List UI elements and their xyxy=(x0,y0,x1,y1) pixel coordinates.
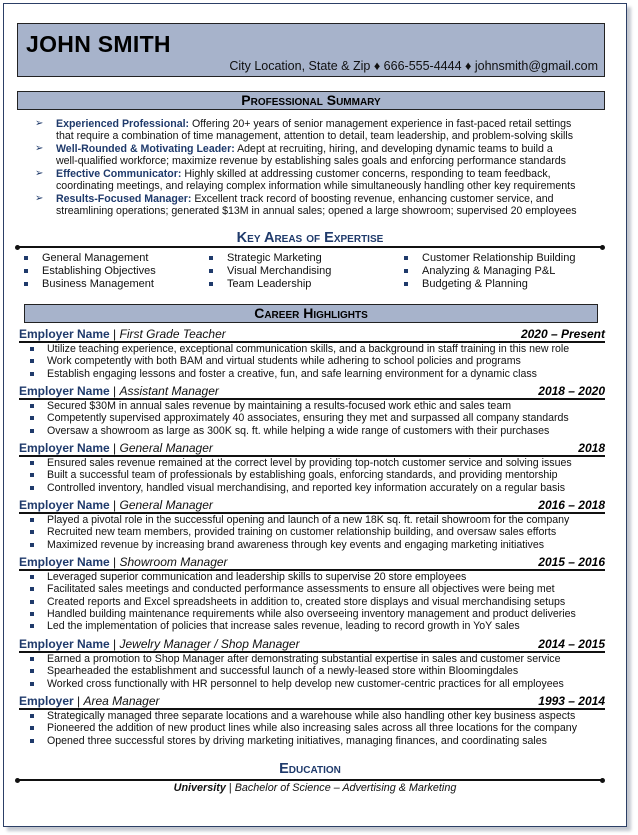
job-bullet: Earned a promotion to Shop Manager after demonstrating substantial expertise in sales and customer service xyxy=(19,653,605,665)
school-name: University xyxy=(173,782,226,794)
job-role: General Manager xyxy=(119,498,213,512)
job-header: Employer | Area Manager 1993 – 2014 xyxy=(19,694,605,708)
summary-lead: Results-Focused Manager: xyxy=(56,193,192,205)
square-bullet-icon xyxy=(30,543,34,547)
job-role: First Grade Teacher xyxy=(119,327,226,341)
job-role: Showroom Manager xyxy=(119,555,228,569)
job-dates: 2015 – 2016 xyxy=(538,555,605,569)
square-bullet-icon xyxy=(30,473,34,477)
employer-name: Employer Name xyxy=(19,555,110,569)
square-bullet-icon xyxy=(404,256,408,260)
summary-item xyxy=(35,168,610,193)
job-bullet: Built a successful team of professionals by establishing goals, enforcing standards, and providing mentorship xyxy=(19,469,605,481)
job-bullet: Worked cross functionally with HR personnel to help develop new customer-centric practices for all employees xyxy=(19,678,605,690)
job-bullet: Establish engaging lessons and foster a creative, fun, and safe learning environment for a dynamic class xyxy=(19,368,605,380)
job-bullet: Pioneered the addition of new product lines while also increasing sales across all three locations for the company xyxy=(19,722,605,734)
job-header: Employer Name | Showroom Manager 2015 – 2016 xyxy=(19,555,605,569)
square-bullet-icon xyxy=(30,518,34,522)
square-bullet-icon xyxy=(30,429,34,433)
summary-text-line: Highly skilled at addressing customer concerns, responding to team feedback, xyxy=(184,168,551,180)
square-bullet-icon xyxy=(30,347,34,351)
job-bullets xyxy=(19,457,605,494)
expertise-item: Establishing Objectives xyxy=(24,265,156,278)
expertise-column-3 xyxy=(404,252,575,291)
degree: Bachelor of Science – Advertising & Marketing xyxy=(234,782,457,794)
summary-lead: Well-Rounded & Motivating Leader: xyxy=(56,143,235,155)
square-bullet-icon xyxy=(24,256,28,260)
job-header: Employer Name | Jewelry Manager / Shop Manager 2014 – 2015 xyxy=(19,637,605,651)
employer-name: Employer Name xyxy=(19,441,110,455)
resume-page xyxy=(3,3,627,827)
employer-name: Employer Name xyxy=(19,384,110,398)
square-bullet-icon xyxy=(30,624,34,628)
job-role: Assistant Manager xyxy=(119,384,219,398)
square-bullet-icon xyxy=(30,575,34,579)
square-bullet-icon xyxy=(404,269,408,273)
job-bullet: Spearheaded the establishment and successful launch of a newly-leased store within Bloomingdales xyxy=(19,665,605,677)
job-bullets xyxy=(19,653,605,690)
candidate-name: JOHN SMITH xyxy=(26,31,171,57)
contact-info: City Location, State & Zip ♦ 666-555-4444 ♦ johnsmith@gmail.com xyxy=(229,59,598,73)
square-bullet-icon xyxy=(209,269,213,273)
job-bullet: Oversaw a showroom as large as 300K sq. ft. while helping a wide range of customers with their purchases xyxy=(19,425,605,437)
arrow-bullet-icon: ➢ xyxy=(35,193,44,204)
job-bullet: Created reports and Excel spreadsheets in addition to, created store displays and visual merchandising setups xyxy=(19,596,605,608)
expertise-rule xyxy=(17,246,603,248)
expertise-heading: Key Areas of Expertise xyxy=(17,230,603,246)
job-entry xyxy=(19,637,605,690)
expertise-column-1 xyxy=(24,252,156,291)
job-header: Employer Name | First Grade Teacher 2020 – Present xyxy=(19,327,605,341)
job-bullet: Secured $30M in annual sales revenue by maintaining a results-focused work ethic and sales team xyxy=(19,400,605,412)
square-bullet-icon xyxy=(30,714,34,718)
job-bullets xyxy=(19,343,605,380)
square-bullet-icon xyxy=(30,359,34,363)
summary-heading: Professional Summary xyxy=(17,91,605,110)
square-bullet-icon xyxy=(30,372,34,376)
summary-item xyxy=(35,118,610,143)
expertise-item: Budgeting & Planning xyxy=(404,278,575,291)
job-bullets xyxy=(19,710,605,747)
square-bullet-icon xyxy=(30,612,34,616)
summary-text-line: Offering 20+ years of senior management experience in fast-paced retail settings xyxy=(192,118,572,130)
job-bullet: Ensured sales revenue remained at the correct level by providing top-notch customer service and solving issues xyxy=(19,457,605,469)
job-header: Employer Name | Assistant Manager 2018 – 2020 xyxy=(19,384,605,398)
square-bullet-icon xyxy=(209,256,213,260)
job-bullet: Opened three successful stores by driving marketing initiatives, managing finances, and coordinating sales xyxy=(19,735,605,747)
summary-text-line: well-qualified workforce; maximize revenue by establishing sales goals and enforcing performance standards xyxy=(56,155,566,168)
career-heading: Career Highlights xyxy=(24,304,598,323)
arrow-bullet-icon: ➢ xyxy=(35,143,44,154)
employer-name: Employer Name xyxy=(19,637,110,651)
resume-header xyxy=(17,23,605,77)
square-bullet-icon xyxy=(209,282,213,286)
square-bullet-icon xyxy=(24,269,28,273)
square-bullet-icon xyxy=(30,726,34,730)
square-bullet-icon xyxy=(30,416,34,420)
job-header: Employer Name | General Manager 2018 xyxy=(19,441,605,455)
job-dates: 2014 – 2015 xyxy=(538,637,605,651)
job-bullet: Played a pivotal role in the successful opening and launch of a new 18K sq. ft. retail showroom for the company xyxy=(19,514,605,526)
job-dates: 2020 – Present xyxy=(520,327,605,341)
square-bullet-icon xyxy=(30,657,34,661)
arrow-bullet-icon: ➢ xyxy=(35,118,44,129)
job-bullets xyxy=(19,571,605,632)
summary-item xyxy=(35,193,610,218)
square-bullet-icon xyxy=(30,404,34,408)
square-bullet-icon xyxy=(404,282,408,286)
job-entry xyxy=(19,498,605,551)
summary-text-line: Adept at recruiting, hiring, and developing dynamic teams to build a xyxy=(237,143,553,155)
employer-name: Employer Name xyxy=(19,327,110,341)
expertise-item: Business Management xyxy=(24,278,156,291)
job-bullets xyxy=(19,514,605,551)
employer-name: Employer xyxy=(19,694,74,708)
expertise-item: Team Leadership xyxy=(209,278,331,291)
employer-name: Employer Name xyxy=(19,498,110,512)
job-dates: 1993 – 2014 xyxy=(538,694,605,708)
job-entry xyxy=(19,327,605,380)
job-dates: 2018 – 2020 xyxy=(538,384,605,398)
job-role: Area Manager xyxy=(83,694,160,708)
summary-text-line: streamlining operations; generated $13M in annual sales; opened a large showroom; supervised 20 employees xyxy=(56,205,577,218)
square-bullet-icon xyxy=(30,739,34,743)
expertise-item: Strategic Marketing xyxy=(209,252,331,265)
expertise-item: General Management xyxy=(24,252,156,265)
job-role: General Manager xyxy=(119,441,213,455)
job-role: Jewelry Manager / Shop Manager xyxy=(119,637,300,651)
expertise-column-2 xyxy=(209,252,331,291)
job-bullet: Strategically managed three separate locations and a warehouse while also handling other key business aspects xyxy=(19,710,605,722)
job-dates: 2016 – 2018 xyxy=(538,498,605,512)
education-entry: University | Bachelor of Science – Advertising & Marketing xyxy=(173,782,457,794)
expertise-item: Visual Merchandising xyxy=(209,265,331,278)
job-bullets xyxy=(19,400,605,437)
education-rule xyxy=(17,779,603,781)
education-heading: Education xyxy=(17,761,603,777)
job-bullet: Utilize teaching experience, exceptional communication skills, and a background in staff training in this new role xyxy=(19,343,605,355)
job-header: Employer Name | General Manager 2016 – 2018 xyxy=(19,498,605,512)
job-bullet: Controlled inventory, handled visual merchandising, and reported key information accurately on a regular basis xyxy=(19,482,605,494)
job-bullet: Competently supervised approximately 40 associates, ensuring they met and surpassed all company standards xyxy=(19,412,605,424)
job-bullet: Leveraged superior communication and leadership skills to supervise 20 store employees xyxy=(19,571,605,583)
square-bullet-icon xyxy=(30,587,34,591)
job-dates: 2018 xyxy=(578,441,605,455)
square-bullet-icon xyxy=(30,600,34,604)
summary-text-line: coordinating meetings, and relaying complex information while simultaneously handling other key requirements xyxy=(56,180,576,193)
job-entry xyxy=(19,384,605,437)
job-bullet: Work competently with both BAM and virtual students while adhering to school policies and programs xyxy=(19,355,605,367)
job-bullet: Facilitated sales meetings and conducted performance assessments to ensure all objectives were being met xyxy=(19,583,605,595)
square-bullet-icon xyxy=(24,282,28,286)
square-bullet-icon xyxy=(30,486,34,490)
job-bullet: Recruited new team members, provided training on customer relationship building, and oversaw sales efforts xyxy=(19,526,605,538)
summary-text-line: that require a combination of time management, attention to detail, team leadership, and problem-solving skills xyxy=(56,130,574,143)
summary-text-line: Excellent track record of boosting revenue, enhancing customer service, and xyxy=(194,193,554,205)
job-entry xyxy=(19,694,605,747)
job-entry xyxy=(19,555,605,632)
arrow-bullet-icon: ➢ xyxy=(35,168,44,179)
expertise-item: Analyzing & Managing P&L xyxy=(404,265,575,278)
summary-lead: Experienced Professional: xyxy=(56,118,190,130)
summary-item xyxy=(35,143,610,168)
job-entry xyxy=(19,441,605,494)
square-bullet-icon xyxy=(30,682,34,686)
square-bullet-icon xyxy=(30,530,34,534)
job-bullet: Led the implementation of policies that increase sales revenue, leading to record growth in YoY sales xyxy=(19,620,605,632)
summary-lead: Effective Communicator: xyxy=(56,168,182,180)
job-bullet: Handled building maintenance requirements while also overseeing inventory management and product deliveries xyxy=(19,608,605,620)
square-bullet-icon xyxy=(30,669,34,673)
job-bullet: Maximized revenue by increasing brand awareness through key events and engaging marketing initiatives xyxy=(19,539,605,551)
square-bullet-icon xyxy=(30,461,34,465)
expertise-item: Customer Relationship Building xyxy=(404,252,575,265)
